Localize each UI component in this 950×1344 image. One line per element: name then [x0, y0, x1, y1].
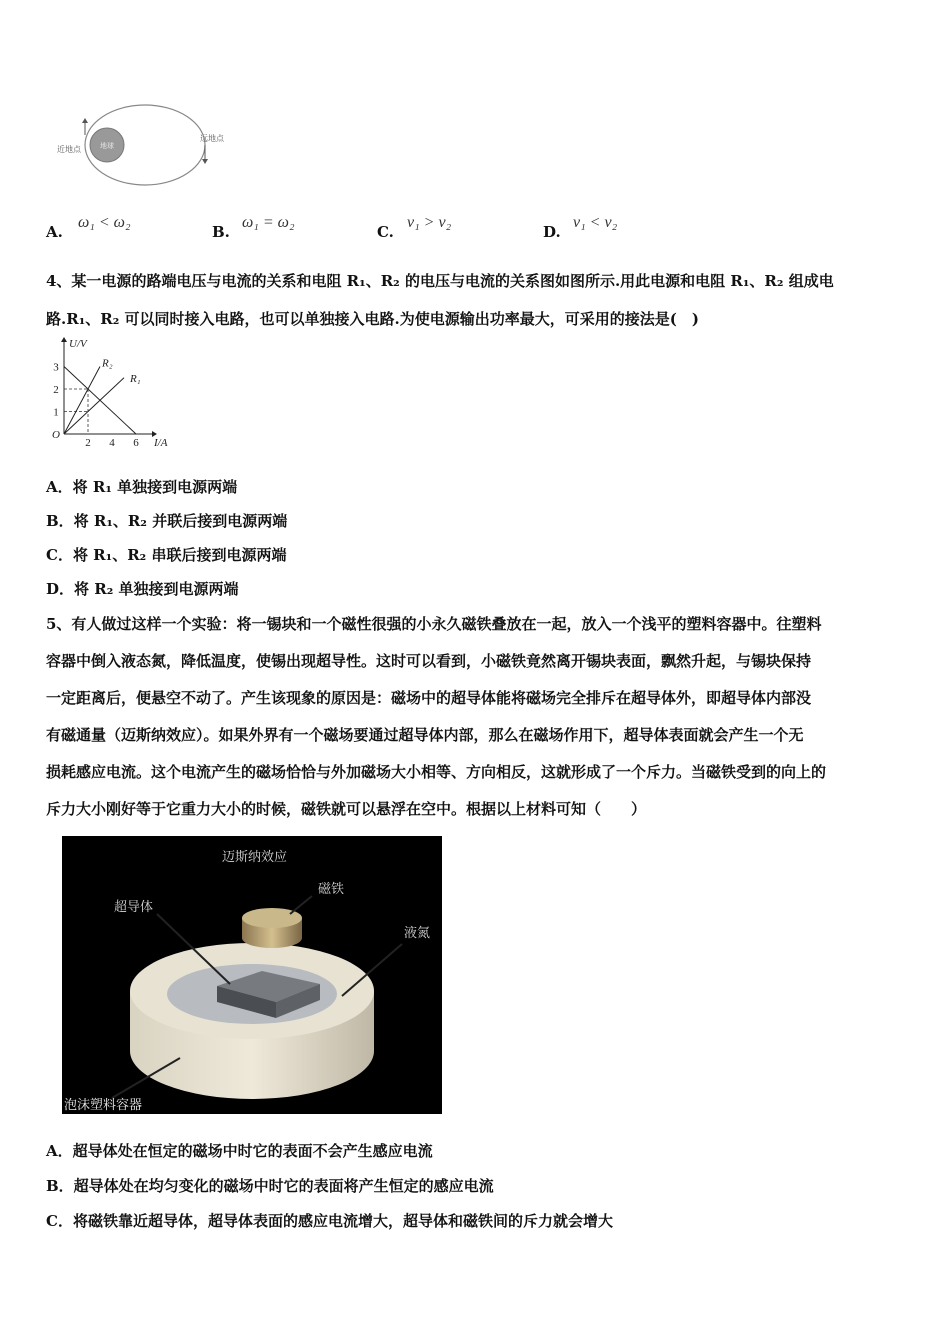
label-liquid-nitrogen: 液氮 [404, 926, 431, 941]
q4-option-c: C．将 R₁、R₂ 串联后接到电源两端 [46, 546, 287, 564]
series-line-2 [64, 378, 124, 434]
q3-option-c [377, 214, 452, 241]
series-line-1 [64, 367, 100, 435]
q3-option-d [543, 214, 618, 241]
q4-stem-line-1: 4、某一电源的路端电压与电流的关系和电阻 R₁、R₂ 的电压与电流的关系图如图所示.用此电源和电阻 R₁、R₂ 组成电 [46, 272, 834, 290]
q3-option-a [46, 214, 131, 241]
x-tick-label: 4 [109, 437, 115, 449]
meissner-effect-photo [62, 836, 442, 1114]
q3-option-b [212, 214, 295, 241]
q5-stem-line-2: 容器中倒入液态氮，降低温度，使锡出现超导性。这时可以看到，小磁铁竟然离开锡块表面，飘然升起，与锡块保持 [46, 652, 812, 670]
q5-stem-line-6: 斥力大小刚好等于它重力大小的时候，磁铁就可以悬浮在空中。根据以上材料可知（ ） [46, 800, 647, 818]
label-magnet: 磁铁 [318, 882, 345, 897]
orbit-figure [55, 100, 235, 192]
series-label: R₂ [102, 357, 113, 370]
y-tick-label: 1 [53, 406, 59, 419]
x-axis-label: I/A [154, 437, 168, 449]
far-point-label: 远地点 [200, 134, 224, 143]
option-formula: ω₁ < ω₂ [78, 214, 131, 231]
x-tick-label: 6 [133, 437, 139, 449]
q5-stem-line-3: 一定距离后，便悬空不动了。产生该现象的原因是：磁场中的超导体能将磁场完全排斥在超导体外，即超导体内部没 [46, 689, 812, 707]
q5-option-b: B．超导体处在均匀变化的磁场中时它的表面将产生恒定的感应电流 [46, 1177, 494, 1195]
option-label: A. [46, 223, 63, 241]
y-axis-arrow [61, 337, 67, 342]
q5-option-c: C．将磁铁靠近超导体，超导体表面的感应电流增大，超导体和磁铁间的斥力就会增大 [46, 1212, 613, 1230]
series-label: R₁ [130, 372, 141, 385]
near-point-label: 近地点 [57, 145, 81, 154]
origin-label: O [52, 429, 60, 441]
q5-option-a: A．超导体处在恒定的磁场中时它的表面不会产生感应电流 [46, 1142, 433, 1160]
option-label: B. [212, 223, 230, 241]
q5-stem-line-5: 损耗感应电流。这个电流产生的磁场恰恰与外加磁场大小相等、方向相反，这就形成了一个斥力。当磁铁受到的向上的 [46, 763, 827, 781]
option-label: C. [377, 223, 394, 241]
q4-option-d: D．将 R₂ 单独接到电源两端 [46, 580, 239, 598]
photo-title: 迈斯纳效应 [222, 850, 288, 865]
q5-stem-line-4: 有磁通量（迈斯纳效应）。如果外界有一个磁场要通过超导体内部，那么在磁场作用下，超导体表面就会产生一个无 [46, 726, 804, 744]
earth-label: 地球 [100, 142, 114, 150]
option-formula: ω₁ = ω₂ [242, 214, 295, 231]
q5-stem-line-1: 5、有人做过这样一个实验：将一锡块和一个磁性很强的小永久磁铁叠放在一起，放入一个浅平的塑料容器中。往塑料 [46, 615, 822, 633]
y-tick-label: 2 [53, 384, 59, 396]
u-i-chart [40, 337, 210, 452]
q4-option-b: B．将 R₁、R₂ 并联后接到电源两端 [46, 512, 288, 530]
q4-stem-line-2: 路.R₁、R₂ 可以同时接入电路，也可以单独接入电路.为使电源输出功率最大，可采用的接法是( ) [46, 310, 699, 328]
option-formula: v₁ < v₂ [573, 214, 618, 231]
label-foam-container: 泡沫塑料容器 [64, 1098, 143, 1113]
option-formula: v₁ > v₂ [407, 214, 452, 231]
option-label: D. [543, 223, 561, 241]
label-superconductor: 超导体 [114, 900, 154, 915]
y-tick-label: 3 [53, 361, 59, 374]
y-axis-label: U/V [69, 338, 87, 350]
q4-option-a: A．将 R₁ 单独接到电源两端 [46, 478, 238, 496]
x-tick-label: 2 [85, 437, 91, 449]
